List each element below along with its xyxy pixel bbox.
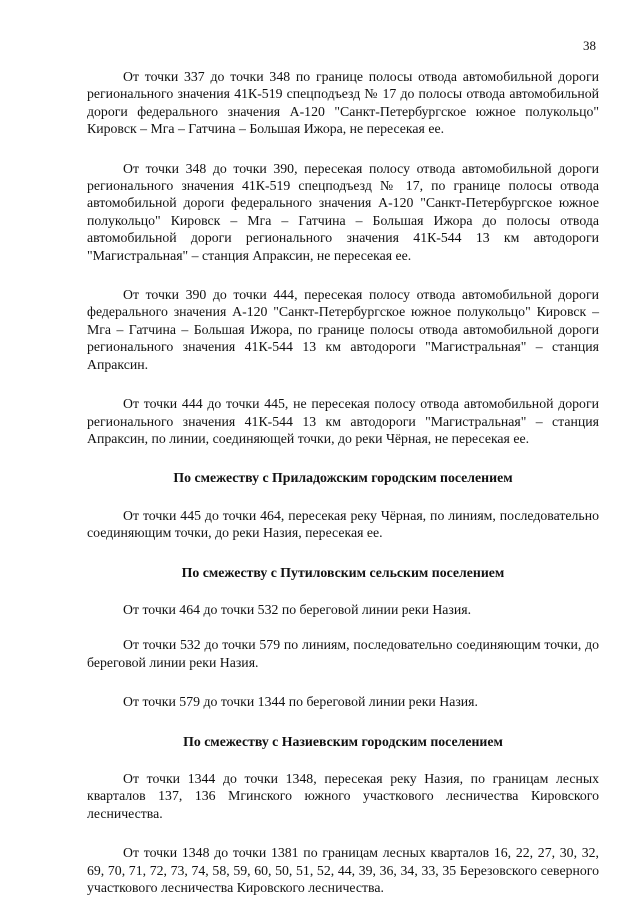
paragraph: От точки 445 до точки 464, пересекая реку Чёрная, по линиям, последовательно соединяющим точки, до реки Назия, пересекая ее.	[87, 507, 599, 541]
document-body	[87, 68, 599, 918]
paragraph: От точки 390 до точки 444, пересекая полосу отвода автомобильной дороги федерального значения А-120 "Санкт-Петербургское южное полукольцо" Кировск – Мга – Гатчина – Большая Ижора, по границе полосы отвода автомобильной дороги регионального значения 41К-544 13 км автодороги "Магистральная" – станция Апраксин.	[87, 287, 599, 372]
paragraph: От точки 464 до точки 532 по береговой линии реки Назия.	[123, 601, 472, 617]
section-heading: По смежеству с Назиевским городским поселением	[183, 733, 503, 749]
paragraph: От точки 579 до точки 1344 по береговой линии реки Назия.	[123, 694, 478, 710]
paragraph: От точки 444 до точки 445, не пересекая полосу отвода автомобильной дороги регионального значения 41К-544 13 км автодороги "Магистральная" – станция Апраксин, по линии, соединяющей точки, до реки Чёрная, не пересекая ее.	[87, 396, 599, 446]
paragraph: От точки 532 до точки 579 по линиям, последовательно соединяющим точки, до береговой линии реки Назия.	[87, 637, 599, 670]
paragraph: От точки 348 до точки 390, пересекая полосу отвода автомобильной дороги регионального значения 41К-519 спецподъезд № 17, по границе полосы отвода автомобильной дороги федерального значения А-120 "Санкт-Петербургское южное полукольцо" Кировск – Мга – Гатчина – Большая Ижора до полосы отвода автомобильной дороги регионального значения 41К-544 13 км автодороги "Магистральная" – станция Апраксин, не пересекая ее.	[87, 160, 599, 263]
paragraph: От точки 337 до точки 348 по границе полосы отвода автомобильной дороги регионального значения 41К-519 спецподъезд № 17 до полосы отвода автомобильной дороги федерального значения А-120 "Санкт-Петербургское южное полукольцо" Кировск – Мга – Гатчина – Большая Ижора, не пересекая ее.	[87, 69, 599, 137]
section-heading: По смежеству с Путиловским сельским поселением	[181, 564, 505, 580]
paragraph: От точки 1348 до точки 1381 по границам лесных кварталов 16, 22, 27, 30, 32, 69, 70, 71, 72, 73, 74, 58, 59, 60, 50, 51, 52, 44, 39, 36, 34, 33, 35 Березовского северного участкового лесничества Кировского лесничества.	[87, 845, 599, 895]
paragraph: От точки 1344 до точки 1348, пересекая реку Назия, по границам лесных кварталов 137, 136 Мгинского южного участкового лесничества Кировского лесничества.	[87, 770, 599, 821]
page-number: 38	[583, 38, 596, 53]
section-heading: По смежеству с Приладожским городским поселением	[173, 470, 513, 486]
